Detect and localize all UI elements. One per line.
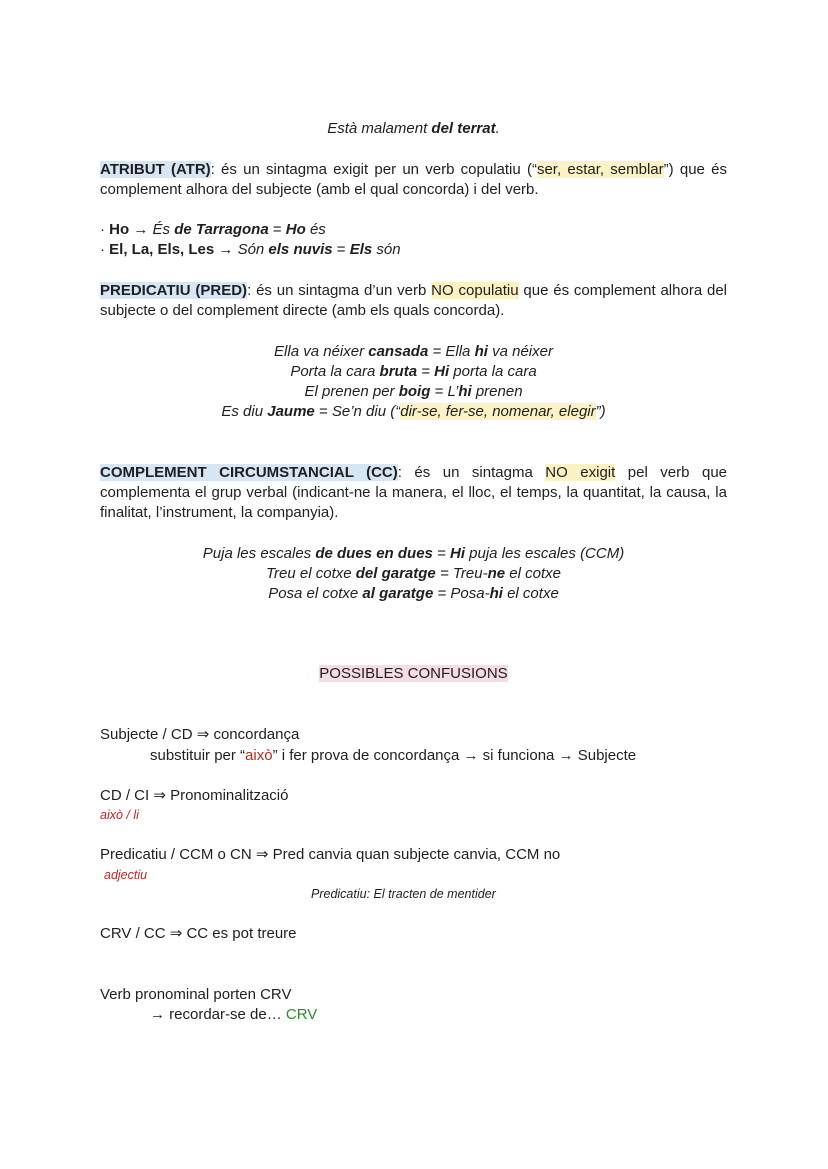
cc-example-3: Posa el cotxe al garatge = Posa-hi el cotxe xyxy=(268,585,559,602)
confusion-3-example: Predicatiu: El tracten de mentider xyxy=(311,887,496,901)
atribut-definition: ATRIBUT (ATR): és un sintagma exigit per un verb copulatiu (“ser, estar, semblar”) que és complement alhora del subjecte (amb el qual concorda) i del verb. xyxy=(100,161,727,198)
confusion-1-heading: Subjecte / CD ⇒ concordança xyxy=(100,726,300,743)
cc-term: COMPLEMENT CIRCUMSTANCIAL (CC) xyxy=(100,464,398,481)
section-title: POSSIBLES CONFUSIONS xyxy=(319,665,508,682)
confusion-3-heading: Predicatiu / CCM o CN ⇒ Pred canvia quan subjecte canvia, CCM no xyxy=(100,846,561,863)
atribut-bullet-1: · Ho → És de Tarragona = Ho és xyxy=(100,221,326,238)
confusion-4-heading: CRV / CC ⇒ CC es pot treure xyxy=(100,925,297,942)
atribut-bullet-2: · El, La, Els, Les → Són els nuvis = Els són xyxy=(100,241,401,258)
cc-definition: COMPLEMENT CIRCUMSTANCIAL (CC): és un sintagma NO exigit pel verb que complementa el grup verbal (indicant-ne la manera, el lloc, el temps, la quantitat, la causa, la finalitat, l’instrument, la companyia). xyxy=(100,464,727,521)
predicatiu-example-2: Porta la cara bruta = Hi porta la cara xyxy=(290,363,537,380)
confusion-3-note: adjectiu xyxy=(104,868,148,882)
confusion-5-detail: → recordar-se de… CRV xyxy=(150,1006,318,1023)
cc-example-2: Treu el cotxe del garatge = Treu-ne el cotxe xyxy=(265,565,561,582)
example-sentence: Està malament del terrat. xyxy=(327,120,500,137)
predicatiu-example-1: Ella va néixer cansada = Ella hi va néixer xyxy=(274,343,553,360)
predicatiu-term: PREDICATIU (PRED) xyxy=(100,282,248,299)
confusion-5-heading: Verb pronominal porten CRV xyxy=(100,986,292,1003)
atribut-term: ATRIBUT (ATR) xyxy=(100,161,211,178)
predicatiu-definition: PREDICATIU (PRED): és un sintagma d’un verb NO copulatiu que és complement alhora del subjecte o del complement directe (amb els quals concorda). xyxy=(100,282,728,319)
confusion-1-detail: substituir per “això” i fer prova de concordança → si funciona → Subjecte xyxy=(150,747,637,764)
confusion-2-note: això / li xyxy=(100,808,139,822)
predicatiu-example-3: El prenen per boig = L’hi prenen xyxy=(304,383,523,400)
cc-example-1: Puja les escales de dues en dues = Hi puja les escales (CCM) xyxy=(202,545,625,562)
confusion-2-heading: CD / CI ⇒ Pronominalització xyxy=(100,787,289,804)
predicatiu-example-4: Es diu Jaume = Se’n diu (“dir-se, fer-se, nomenar, elegir”) xyxy=(221,403,606,420)
